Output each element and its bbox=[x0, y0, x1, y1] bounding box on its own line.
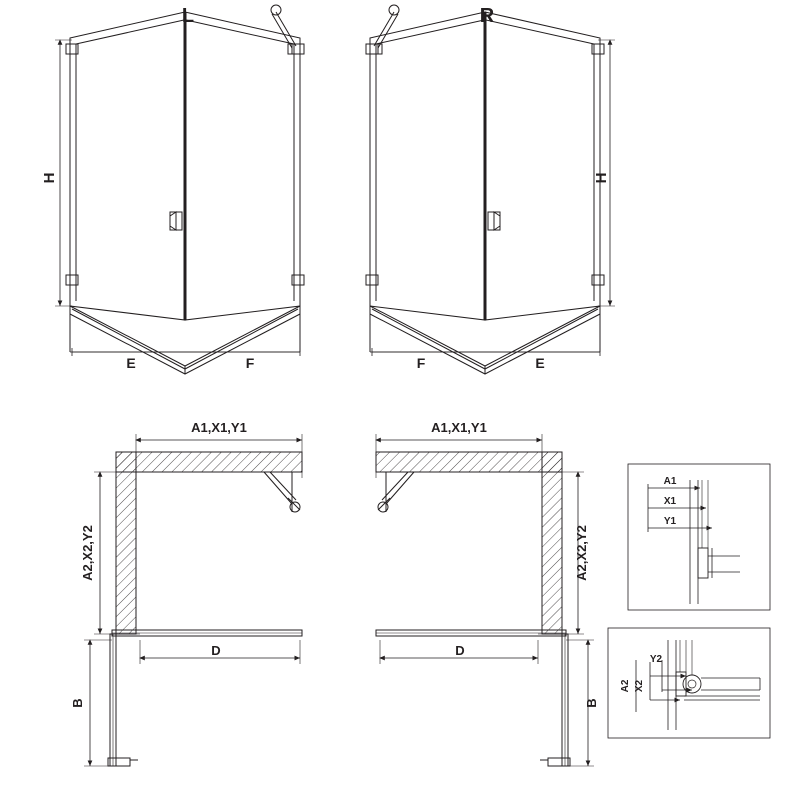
iso-view-left bbox=[41, 5, 304, 414]
dim-b-left: B bbox=[70, 698, 85, 708]
variant-label-right: R bbox=[479, 5, 495, 27]
plan-view-left bbox=[70, 420, 302, 766]
dim-d-left: D bbox=[211, 643, 221, 658]
dim-h-right: H bbox=[593, 172, 610, 184]
detail-dim-y2: Y2 bbox=[649, 654, 663, 665]
dim-e-left: E bbox=[126, 355, 136, 371]
dim-h-left: H bbox=[41, 172, 58, 184]
dim-a1x1y1-right: A1,X1,Y1 bbox=[431, 420, 487, 435]
plan-view-right bbox=[376, 420, 599, 766]
detail-dim-x2: X2 bbox=[634, 679, 645, 693]
dim-a2x2y2-left: A2,X2,Y2 bbox=[80, 525, 95, 581]
detail-view-top bbox=[628, 464, 770, 610]
detail-dim-a1: A1 bbox=[663, 476, 677, 487]
dim-a2x2y2-right: A2,X2,Y2 bbox=[574, 525, 589, 581]
dim-b-right: B bbox=[584, 698, 599, 708]
detail-dim-x1: X1 bbox=[663, 496, 677, 507]
detail-dim-y1: Y1 bbox=[663, 516, 677, 527]
detail-view-bottom bbox=[608, 628, 770, 738]
dim-e-right: E bbox=[535, 355, 545, 371]
dim-f-right: F bbox=[416, 355, 426, 371]
dim-a1x1y1-left: A1,X1,Y1 bbox=[191, 420, 247, 435]
dim-d-right: D bbox=[455, 643, 465, 658]
dim-f-left: F bbox=[245, 355, 255, 371]
iso-view-right bbox=[366, 5, 615, 374]
detail-dim-a2: A2 bbox=[620, 679, 631, 693]
variant-label-left: L bbox=[181, 5, 195, 27]
